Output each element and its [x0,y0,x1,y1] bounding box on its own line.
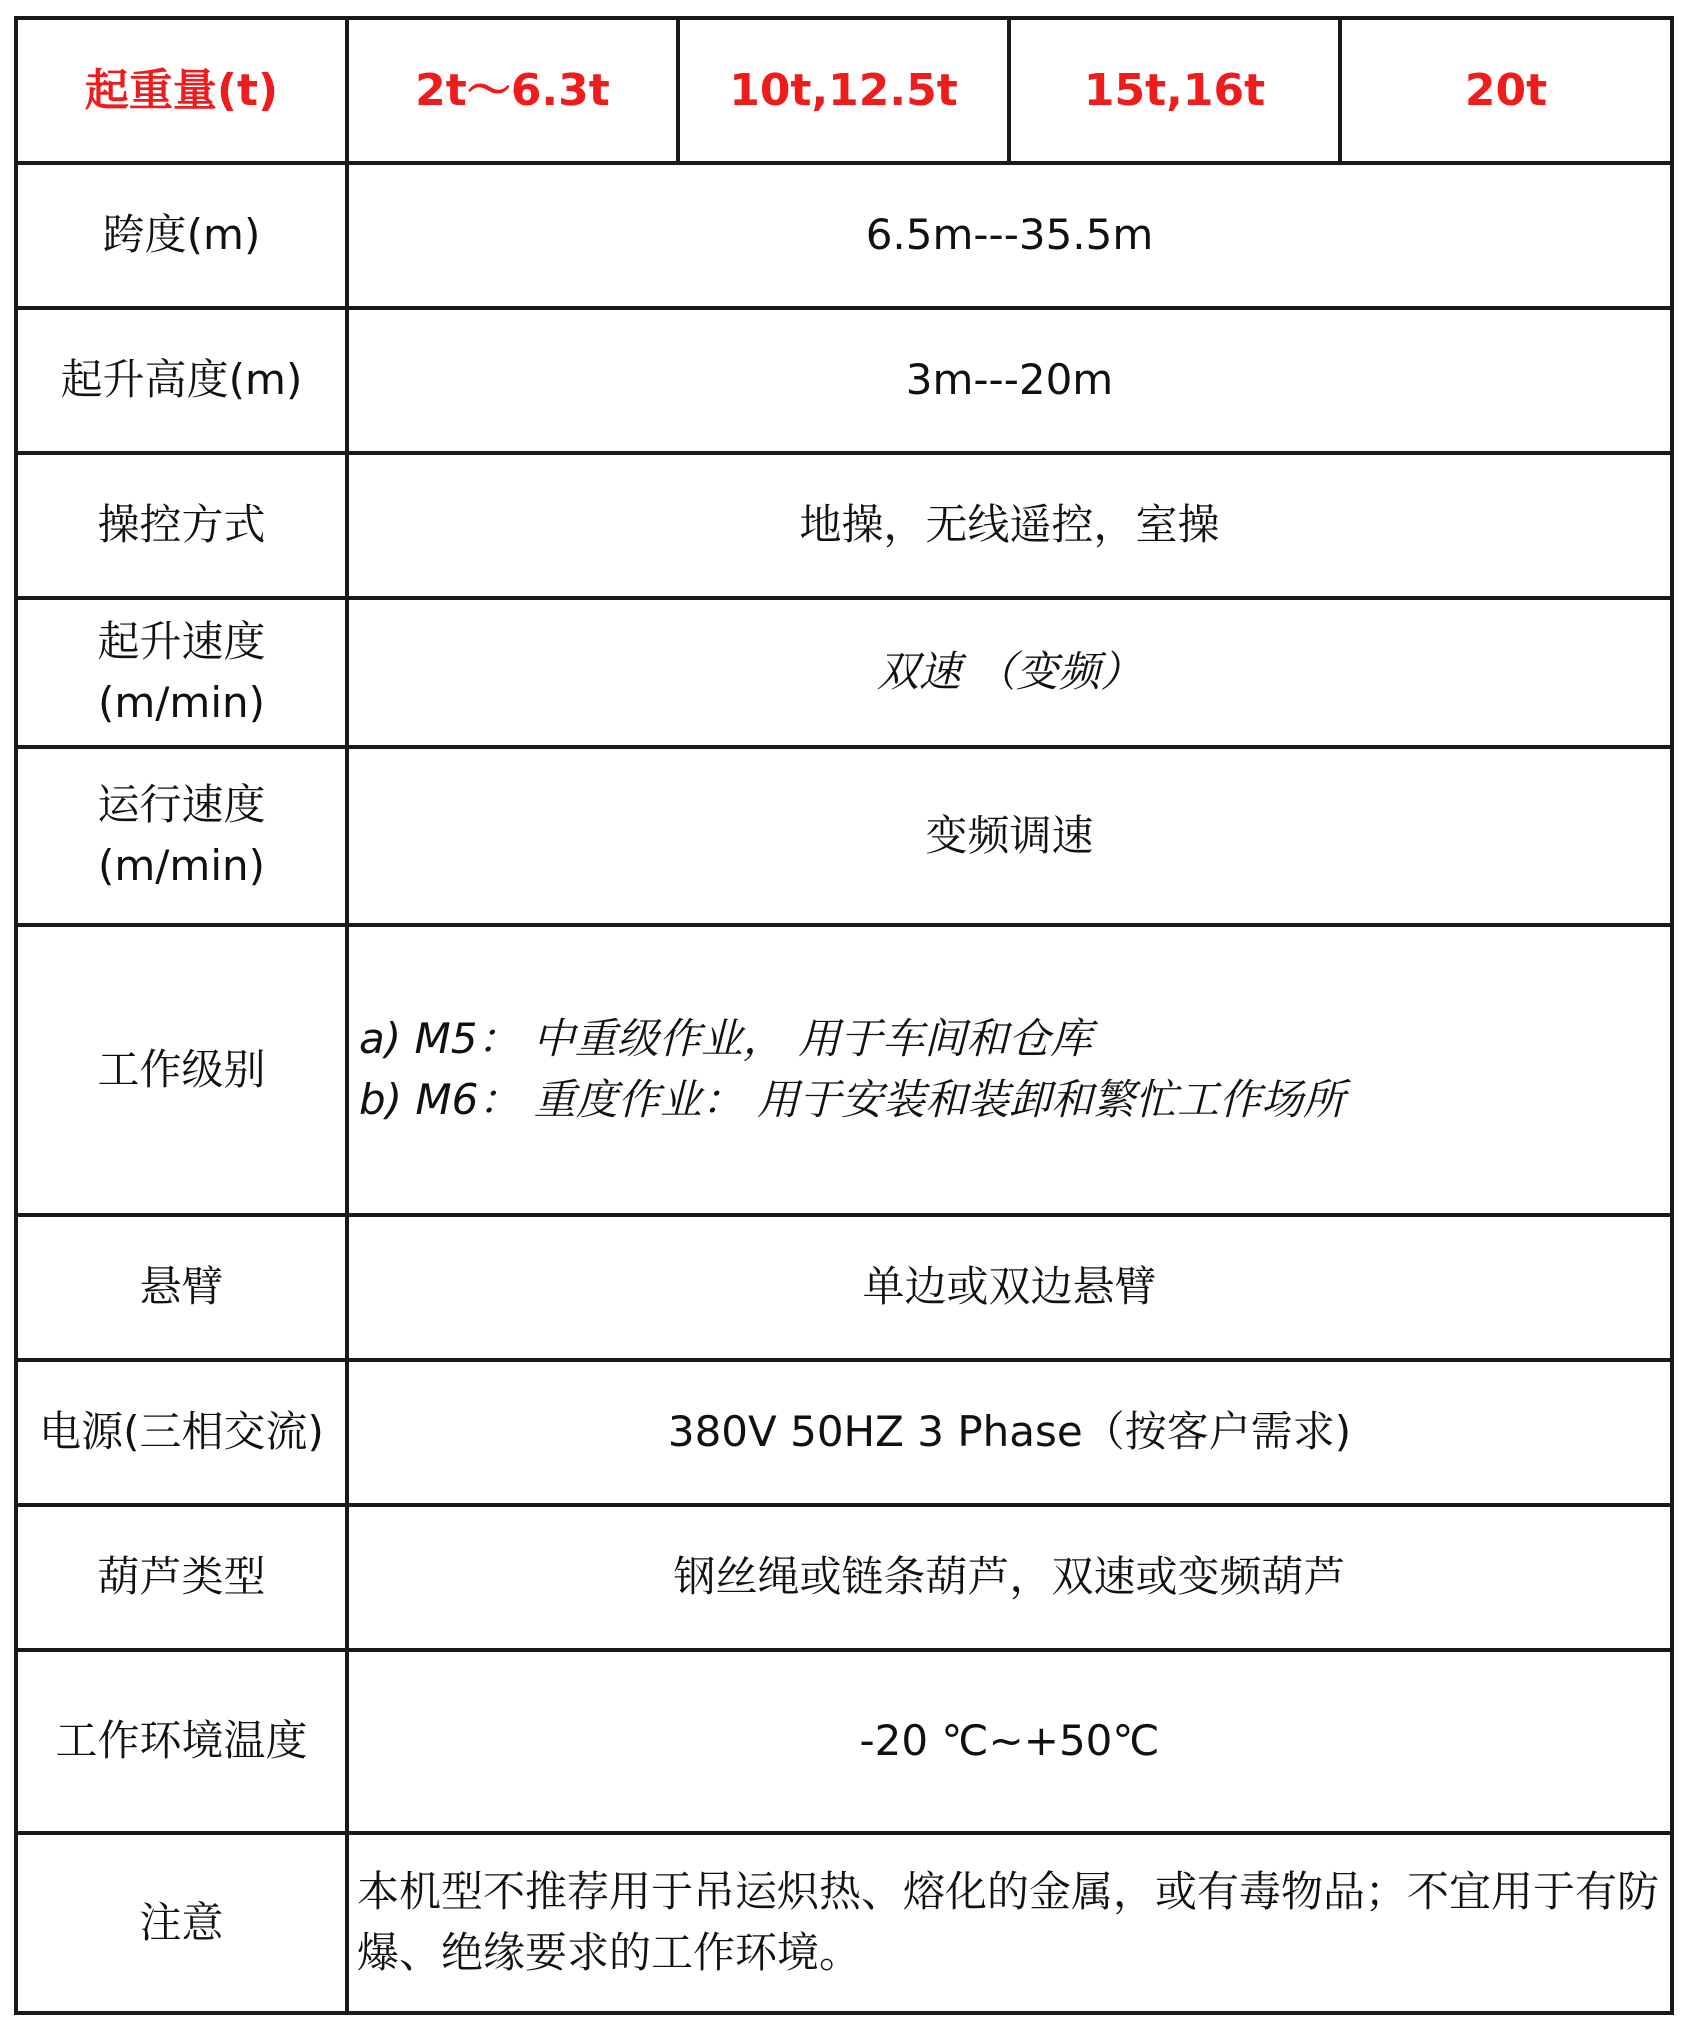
spec-table [14,16,1674,2015]
temperature-value: -20 ℃~+50℃ [347,1650,1672,1833]
work-class-row [16,925,1672,1215]
work-class-line: b) M6： 重度作业： 用于安装和装卸和繁忙工作场所 [359,1075,1346,1124]
span-value: 6.5m---35.5m [347,163,1672,308]
notice-value: 本机型不推荐用于吊运炽热、熔化的金属，或有毒物品；不宜用于有防爆、绝缘要求的工作环境。 [347,1833,1672,2013]
lift-speed-label-line2: (m/min) [97,677,266,727]
control-value: 地操，无线遥控，室操 [347,453,1672,598]
travel-speed-label-line2: (m/min) [97,841,266,890]
work-class-value [347,925,1672,1215]
cantilever-label: 悬臂 [16,1215,347,1360]
header-row [16,18,1672,163]
lift-height-value: 3m---20m [347,308,1672,453]
control-label: 操控方式 [16,453,347,598]
lift-speed-label-line1: 起升速度 [97,616,266,666]
lift-speed-label [16,598,347,747]
travel-speed-label-line1: 运行速度 [97,780,266,830]
travel-speed-label [16,747,347,925]
cantilever-value: 单边或双边悬臂 [347,1215,1672,1360]
lift-height-row [16,308,1672,453]
lift-speed-row [16,598,1672,747]
hoist-type-row [16,1505,1672,1650]
cantilever-row [16,1215,1672,1360]
notice-label: 注意 [16,1833,347,2013]
power-row [16,1360,1672,1505]
temperature-row [16,1650,1672,1833]
temperature-label: 工作环境温度 [16,1650,347,1833]
travel-speed-row [16,747,1672,925]
work-class-label: 工作级别 [16,925,347,1215]
power-label: 电源(三相交流) [16,1360,347,1505]
travel-speed-value: 变频调速 [347,747,1672,925]
span-row [16,163,1672,308]
capacity-option: 15t,16t [1009,18,1340,163]
lift-height-label: 起升高度(m) [16,308,347,453]
power-value: 380V 50HZ 3 Phase（按客户需求) [347,1360,1672,1505]
work-class-line: a) M5： 中重级作业， 用于车间和仓库 [359,1014,1093,1064]
capacity-option: 20t [1340,18,1672,163]
hoist-type-label: 葫芦类型 [16,1505,347,1650]
capacity-option: 2t～6.3t [347,18,678,163]
hoist-type-value: 钢丝绳或链条葫芦，双速或变频葫芦 [347,1505,1672,1650]
control-row [16,453,1672,598]
notice-row [16,1833,1672,2013]
span-label: 跨度(m) [16,163,347,308]
capacity-label: 起重量(t) [16,18,347,163]
capacity-option: 10t,12.5t [678,18,1009,163]
lift-speed-value: 双速 （变频） [347,598,1672,747]
